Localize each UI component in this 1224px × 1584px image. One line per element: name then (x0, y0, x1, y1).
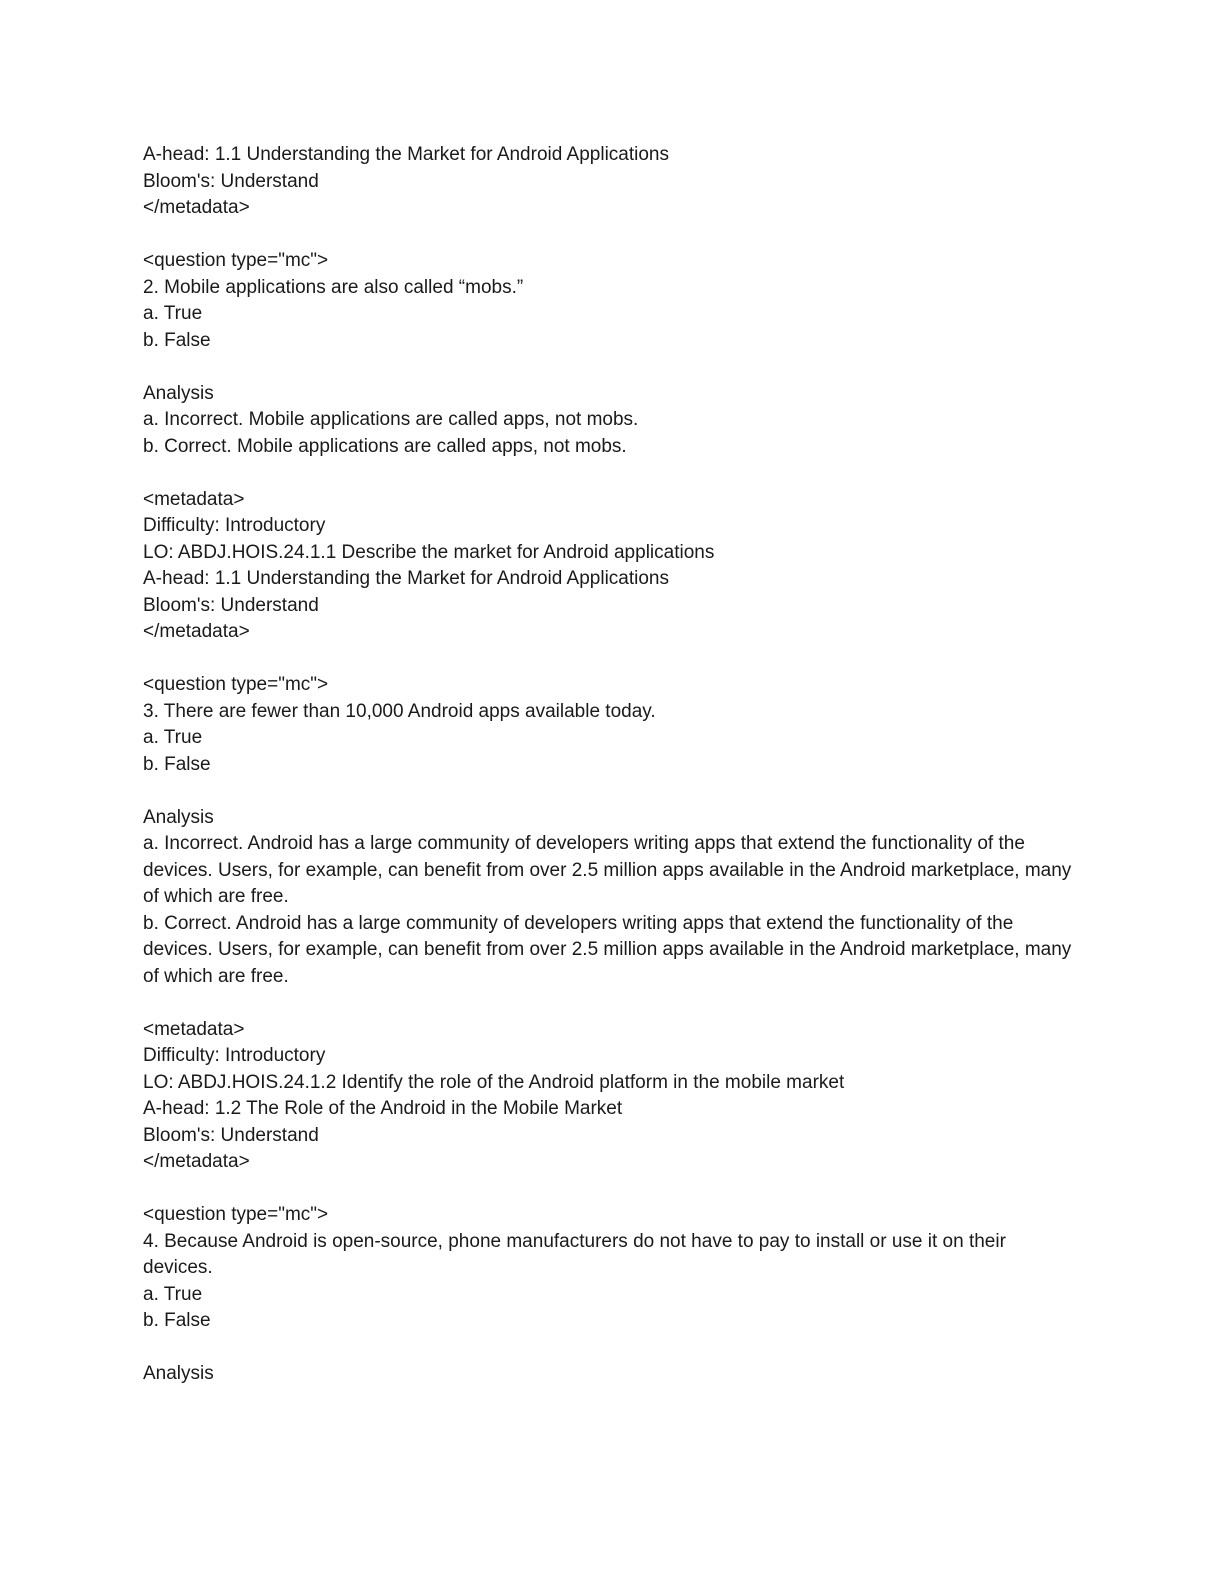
document-page (143, 142, 1077, 1388)
metadata-ahead: A-head: 1.1 Understanding the Market for Android Applications (143, 144, 669, 165)
metadata-close-tag: </metadata> (143, 197, 250, 218)
metadata-blooms: Bloom's: Understand (143, 1124, 319, 1146)
question-text: 4. Because Android is open-source, phone manufacturers do not have to pay to install or use it on their devices. (143, 1230, 1012, 1278)
metadata-blooms: Bloom's: Understand (143, 594, 319, 616)
analysis-a: a. Incorrect. Mobile applications are called apps, not mobs. (143, 409, 639, 430)
question-tag: <question type="mc"> (143, 1204, 329, 1225)
analysis-heading: Analysis (143, 806, 214, 828)
question-tag: <question type="mc"> (143, 250, 329, 271)
metadata-difficulty: Difficulty: Introductory (143, 515, 326, 536)
option-b: b. False (143, 329, 211, 351)
option-a: a. True (143, 727, 203, 748)
metadata-blooms: Bloom's: Understand (143, 170, 319, 192)
analysis-heading: Analysis (143, 382, 214, 404)
option-b: b. False (143, 1310, 211, 1331)
option-a: a. True (143, 1283, 203, 1305)
option-a: a. True (143, 303, 203, 324)
question-text: 3. There are fewer than 10,000 Android apps available today. (143, 700, 656, 722)
analysis-b: b. Correct. Mobile applications are called apps, not mobs. (143, 435, 627, 457)
option-b: b. False (143, 753, 211, 775)
metadata-open-tag: <metadata> (143, 488, 245, 510)
analysis-a: a. Incorrect. Android has a large community of developers writing apps that extend the functionality of the devices. Users, for example, can benefit from over 2.5 million apps available in the Android marketplace, many of which are free. (143, 833, 1077, 907)
metadata-open-tag: <metadata> (143, 1018, 245, 1040)
metadata-difficulty: Difficulty: Introductory (143, 1045, 326, 1066)
metadata-lo: LO: ABDJ.HOIS.24.1.1 Describe the market for Android applications (143, 541, 715, 563)
analysis-heading: Analysis (143, 1363, 214, 1384)
analysis-b: b. Correct. Android has a large community of developers writing apps that extend the functionality of the devices. Users, for example, can benefit from over 2.5 million apps available in the Android marketplace, many of which are free. (143, 912, 1077, 987)
metadata-ahead: A-head: 1.1 Understanding the Market for Android Applications (143, 568, 669, 589)
question-text: 2. Mobile applications are also called “mobs.” (143, 276, 524, 298)
metadata-close-tag: </metadata> (143, 1151, 250, 1172)
metadata-lo: LO: ABDJ.HOIS.24.1.2 Identify the role of the Android platform in the mobile market (143, 1071, 845, 1093)
question-tag: <question type="mc"> (143, 674, 329, 695)
metadata-close-tag: </metadata> (143, 621, 250, 642)
metadata-ahead: A-head: 1.2 The Role of the Android in the Mobile Market (143, 1098, 623, 1119)
